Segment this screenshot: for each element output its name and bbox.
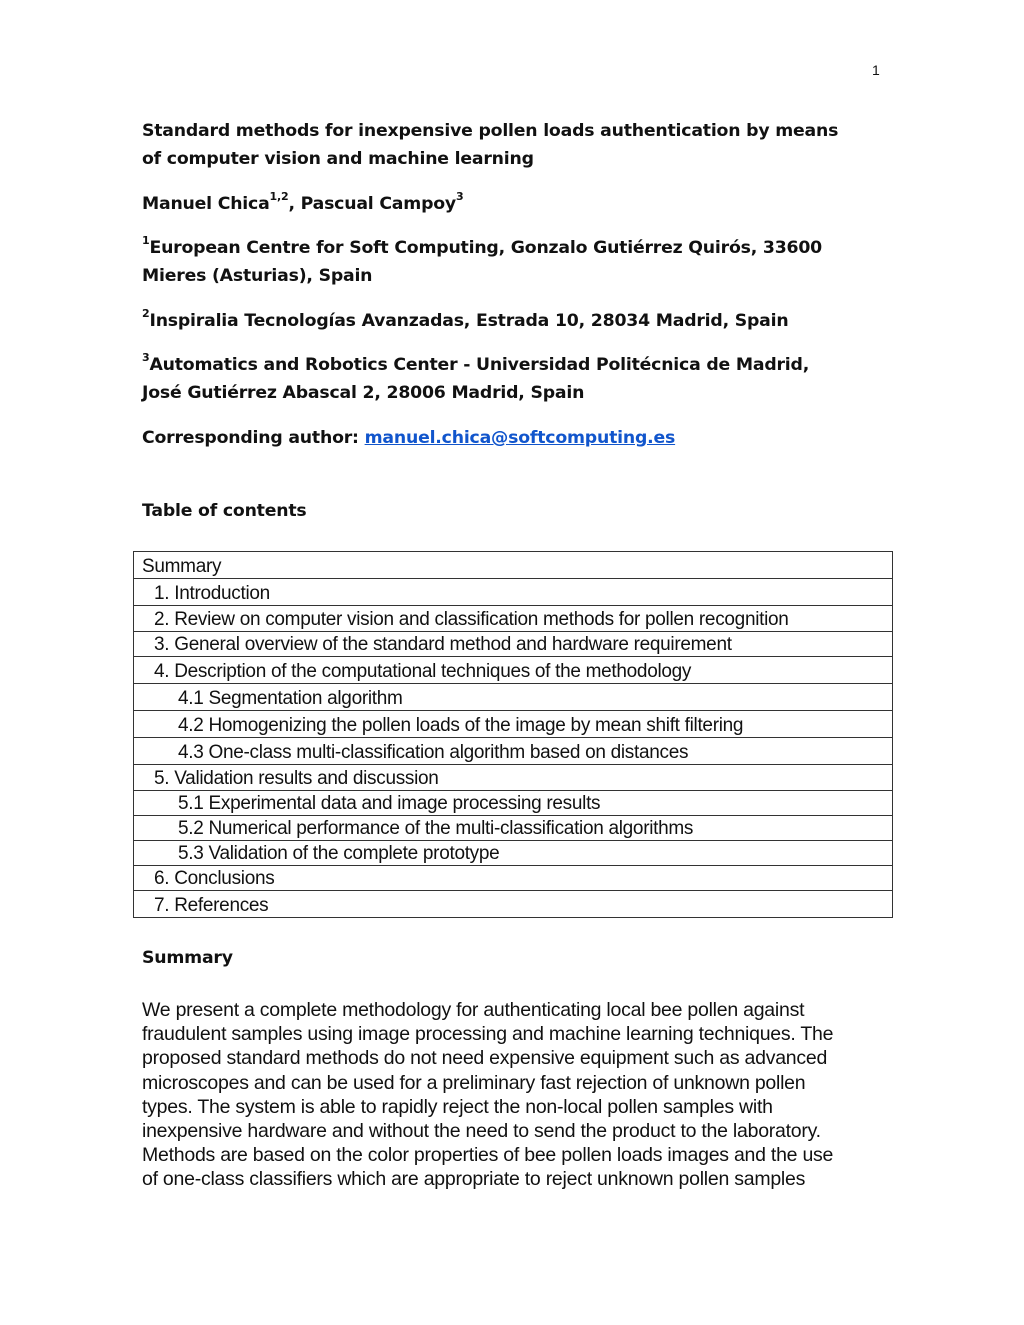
toc-entry[interactable]: 5. Validation results and discussion xyxy=(134,765,892,791)
aff-line: Inspiralia Tecnologías Avanzadas, Estrada 10, 28034 Madrid, Spain xyxy=(149,311,789,331)
corresponding-label: Corresponding author: xyxy=(142,428,365,448)
author-name: Pascual Campoy xyxy=(300,194,456,214)
toc-entry[interactable]: 5.2 Numerical performance of the multi-classification algorithms xyxy=(134,816,892,841)
affiliation-3 xyxy=(142,351,809,407)
text-line: microscopes and can be used for a preliminary fast rejection of unknown pollen xyxy=(142,1071,806,1094)
title-line: Standard methods for inexpensive pollen loads authentication by means xyxy=(142,121,839,141)
aff-sup: 3 xyxy=(142,351,150,364)
aff-line: European Centre for Soft Computing, Gonzalo Gutiérrez Quirós, 33600 xyxy=(149,238,823,258)
text-line: Methods are based on the color properties of bee pollen loads images and the use xyxy=(142,1144,834,1167)
aff-line: José Gutiérrez Abascal 2, 28006 Madrid, Spain xyxy=(142,383,585,403)
toc-entry[interactable]: 3. General overview of the standard method and hardware requirement xyxy=(134,632,892,657)
text-line: proposed standard methods do not need expensive equipment such as advanced xyxy=(142,1047,828,1070)
page-number: 1 xyxy=(872,62,880,78)
text-line: We present a complete methodology for authenticating local bee pollen against xyxy=(142,999,805,1021)
toc-entry[interactable]: 4.3 One-class multi-classification algorithm based on distances xyxy=(134,738,892,765)
aff-sup: 1 xyxy=(142,234,150,247)
toc-entry[interactable]: 4.1 Segmentation algorithm xyxy=(134,684,892,711)
toc-entry[interactable]: Summary xyxy=(134,552,892,579)
email-link[interactable]: manuel.chica@softcomputing.es xyxy=(364,428,676,448)
text-line: inexpensive hardware and without the need to send the product to the laboratory. xyxy=(142,1120,821,1143)
author-sup: 3 xyxy=(455,190,464,203)
toc-entry[interactable]: 5.1 Experimental data and image processing results xyxy=(134,791,892,816)
summary-paragraph xyxy=(142,998,882,1192)
text-line: of one-class classifiers which are appropriate to reject unknown pollen samples xyxy=(142,1168,806,1191)
table-of-contents xyxy=(133,551,893,918)
toc-heading: Table of contents xyxy=(142,501,307,521)
author-name: Manuel Chica xyxy=(142,194,270,214)
corresponding-author xyxy=(142,424,675,452)
authors xyxy=(142,190,463,218)
aff-sup: 2 xyxy=(142,307,150,320)
toc-entry[interactable]: 2. Review on computer vision and classification methods for pollen recognition xyxy=(134,606,892,632)
toc-entry[interactable]: 7. References xyxy=(134,891,892,918)
separator: , xyxy=(288,194,301,214)
author-sup: 1,2 xyxy=(269,190,289,203)
text-line: types. The system is able to rapidly reject the non-local pollen samples with xyxy=(142,1095,773,1118)
affiliation-1 xyxy=(142,234,822,290)
affiliation-2 xyxy=(142,307,788,335)
title-line: of computer vision and machine learning xyxy=(142,149,534,169)
text-line: fraudulent samples using image processing and machine learning techniques. The xyxy=(142,1023,834,1046)
aff-line: Automatics and Robotics Center - Universidad Politécnica de Madrid, xyxy=(149,355,810,375)
toc-entry[interactable]: 4. Description of the computational techniques of the methodology xyxy=(134,657,892,684)
toc-entry[interactable]: 4.2 Homogenizing the pollen loads of the image by mean shift filtering xyxy=(134,711,892,738)
toc-entry[interactable]: 6. Conclusions xyxy=(134,866,892,891)
toc-entry[interactable]: 1. Introduction xyxy=(134,579,892,606)
toc-entry[interactable]: 5.3 Validation of the complete prototype xyxy=(134,841,892,866)
paper-title xyxy=(142,117,838,173)
aff-line: Mieres (Asturias), Spain xyxy=(142,266,373,286)
summary-heading: Summary xyxy=(142,948,233,968)
